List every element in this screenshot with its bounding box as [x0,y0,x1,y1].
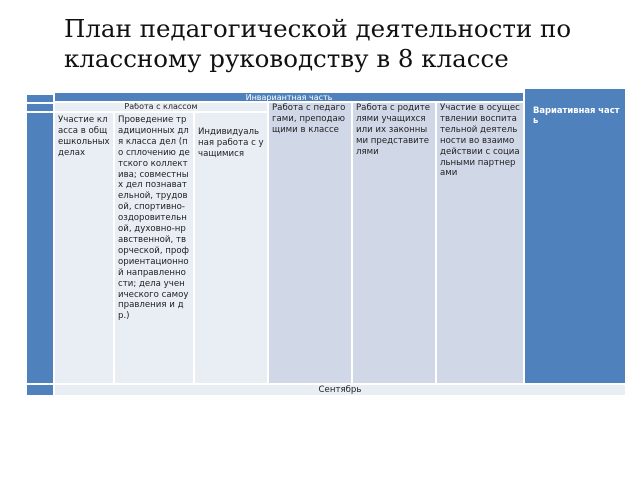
column-social-partners: Участие в осуществлении воспитательной деятельности во взаимодействии с социальными партнерами [436,102,524,384]
header-variative: Вариативная часть [524,88,626,384]
header-work-with-class: Работа с классом [54,102,268,112]
column-work-with-parents: Работа с родителями учащихся или их законными представителями [352,102,436,384]
row-month-september: Сентябрь [54,384,626,396]
slide-title: План педагогической деятельности по классному руководству в 8 классе [64,14,572,73]
column-individual-work: Индивидуальная работа с учащимися [194,112,268,384]
table-row-header-cell [26,112,54,384]
table-row-header-cell [26,384,54,396]
header-invariant: Инвариантная часть [54,92,524,102]
column-work-with-teachers: Работа с педагогами, преподающими в классе [268,102,352,384]
column-school-events: Участие класса в общешкольных делах [54,112,114,384]
table-corner-cell [26,94,54,103]
column-traditional-events: Проведение традиционных для класса дел (по сплочению детского коллектива; совместных дел познавательной, трудовой, спортивно-оздоровительной, духовно-нравственной, творческой, профориентационной направленности; дела ученического самоуправления и др.) [114,112,194,384]
table-corner-cell [26,103,54,112]
